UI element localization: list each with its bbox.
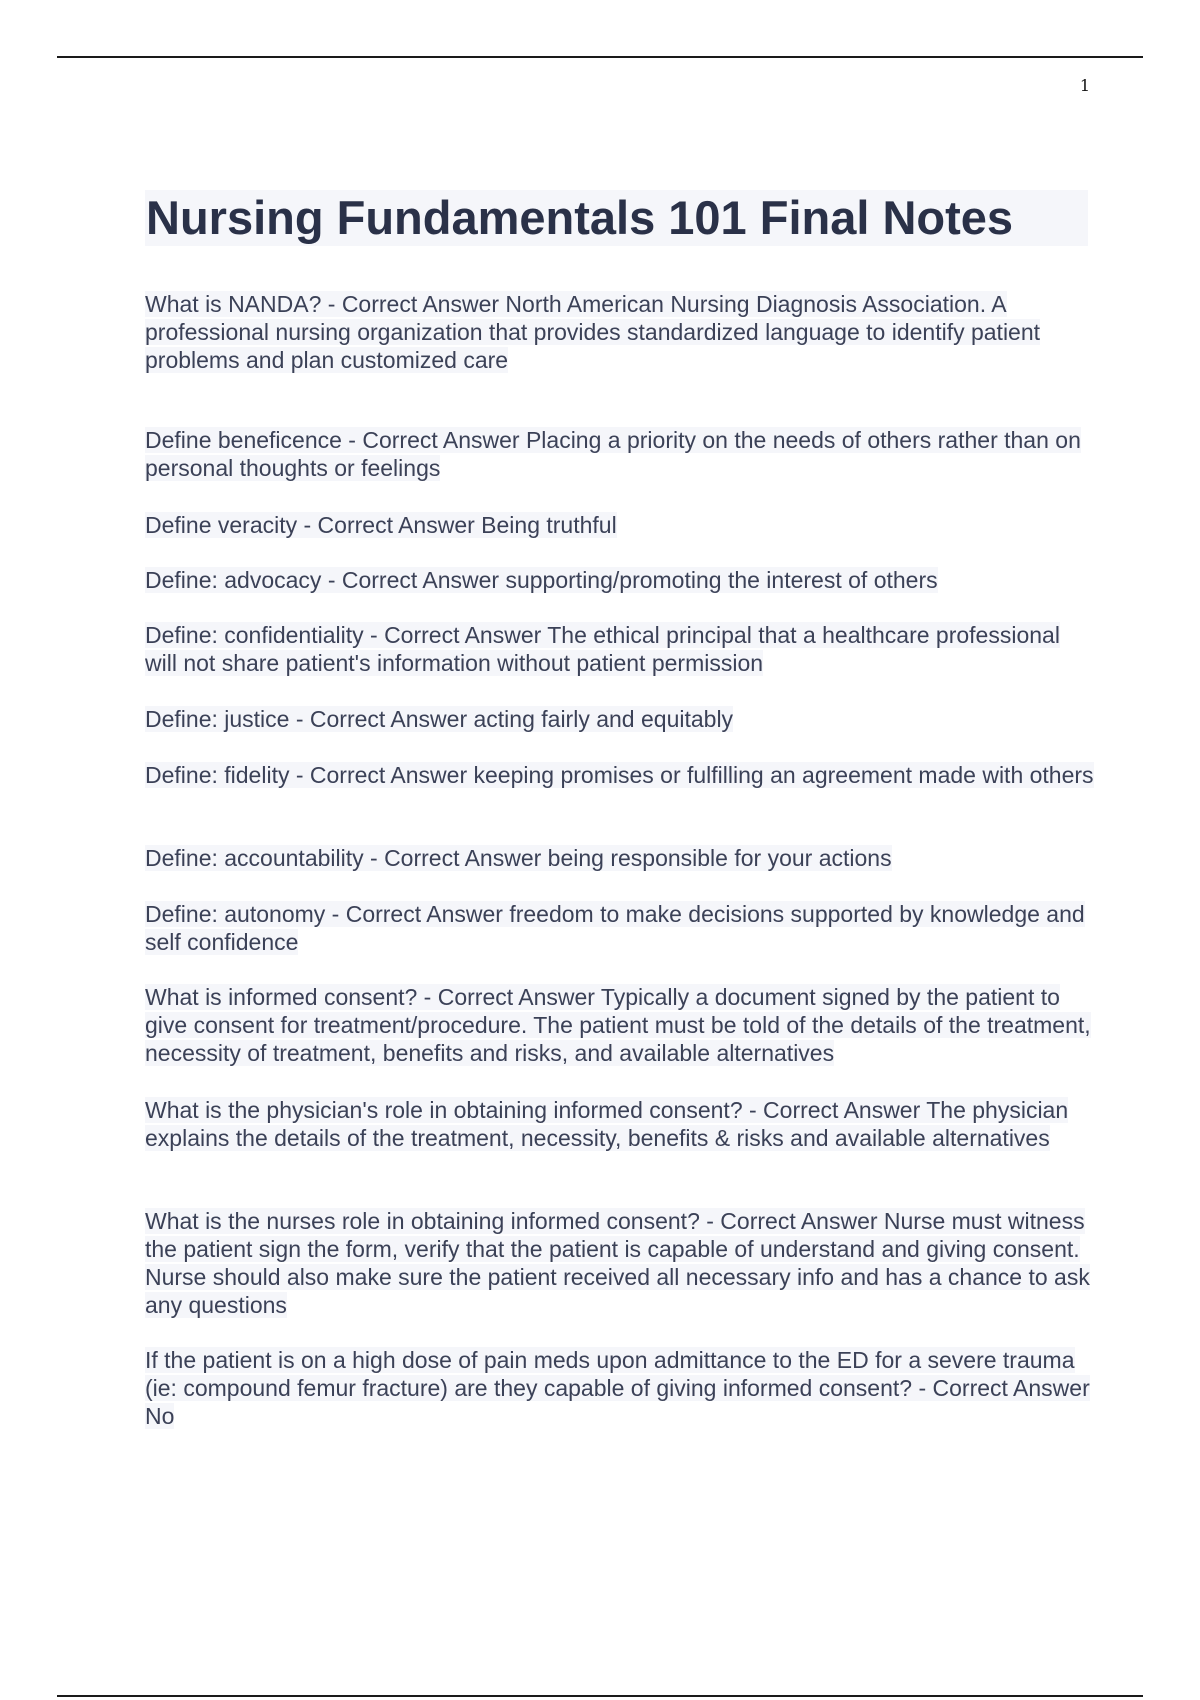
footer-rule (57, 1695, 1143, 1697)
qa-text: Define: advocacy - Correct Answer supporting/promoting the interest of others (145, 567, 938, 593)
qa-text: Define: autonomy - Correct Answer freedom to make decisions supported by knowledge and self confidence (145, 901, 1085, 955)
qa-entry-autonomy (145, 900, 1095, 956)
qa-text: Define veracity - Correct Answer Being truthful (145, 512, 617, 538)
qa-text: What is the physician's role in obtaining informed consent? - Correct Answer The physician explains the details of the treatment, necessity, benefits & risks and available alternatives (145, 1097, 1069, 1151)
qa-entry-advocacy (145, 566, 1095, 594)
qa-text: Define: justice - Correct Answer acting fairly and equitably (145, 706, 734, 732)
qa-entry-fidelity (145, 761, 1095, 789)
qa-text: Define: accountability - Correct Answer being responsible for your actions (145, 845, 892, 871)
qa-entry-nanda (145, 290, 1095, 374)
qa-entry-veracity (145, 511, 1095, 539)
qa-entry-nurse-role (145, 1207, 1095, 1319)
qa-text: What is NANDA? - Correct Answer North American Nursing Diagnosis Association. A professional nursing organization that provides standardized language to identify patient problems and plan customized care (145, 291, 1041, 373)
header-rule (57, 56, 1143, 58)
qa-text: Define: fidelity - Correct Answer keeping promises or fulfilling an agreement made with others (145, 762, 1094, 788)
qa-entry-physician-role (145, 1096, 1095, 1152)
qa-text: What is the nurses role in obtaining informed consent? - Correct Answer Nurse must witness the patient sign the form, verify that the patient is capable of understand and giving consent. Nurse should also make sure the patient received all necessary info and has a chance to ask any questions (145, 1208, 1090, 1318)
qa-entry-pain-meds (145, 1346, 1095, 1430)
qa-text: If the patient is on a high dose of pain meds upon admittance to the ED for a severe trauma (ie: compound femur fracture) are they capable of giving informed consent? - Correct Answer No (145, 1347, 1090, 1429)
qa-entry-justice (145, 705, 1095, 733)
qa-entry-informed-consent (145, 983, 1095, 1067)
document-title: Nursing Fundamentals 101 Final Notes (146, 191, 1014, 244)
qa-entry-beneficence (145, 426, 1095, 482)
qa-text: Define beneficence - Correct Answer Placing a priority on the needs of others rather than on personal thoughts or feelings (145, 427, 1081, 481)
qa-text: What is informed consent? - Correct Answer Typically a document signed by the patient to give consent for treatment/procedure. The patient must be told of the details of the treatment, necessity of treatment, benefits and risks, and available alternatives (145, 984, 1091, 1066)
qa-entry-confidentiality (145, 621, 1095, 677)
qa-entry-accountability (145, 844, 1095, 872)
qa-text: Define: confidentiality - Correct Answer The ethical principal that a healthcare professional will not share patient's information without patient permission (145, 622, 1060, 676)
page-number: 1 (1079, 76, 1091, 95)
